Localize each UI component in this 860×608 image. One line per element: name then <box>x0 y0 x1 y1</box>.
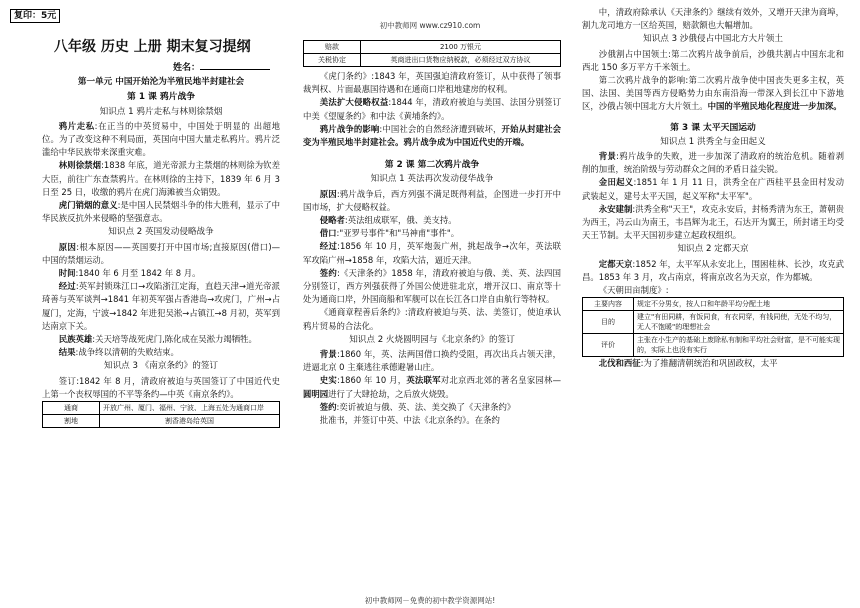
knowledge-point-heading: 知识点 2 火烧圆明园与《北京条约》的签订 <box>349 334 515 345</box>
term: 原因 <box>58 241 77 252</box>
table-row <box>43 402 280 415</box>
paragraph <box>303 267 561 307</box>
knowledge-point-heading: 知识点 3 沙俄侵占中国北方大片领土 <box>643 34 783 45</box>
text: :中国社会的自然经济遭到破坏， <box>379 123 502 134</box>
treaty-table <box>42 401 280 428</box>
text: :1856 年 10 月，英军炮轰广州，挑起战争→次年，英法联军攻陷广州→1858 年，攻陷大沽，逼近天津。 <box>303 241 562 265</box>
table-cell: 规定不分男女，按人口和年龄平均分配土地 <box>634 298 844 311</box>
paragraph <box>303 227 561 240</box>
paragraph <box>303 214 561 227</box>
term: 开始从封建社会变为半殖民地半封建社会。鸦片战争成为中国近代史的开端。 <box>303 123 562 148</box>
paragraph <box>303 123 561 149</box>
name-label: 姓名： <box>172 63 200 73</box>
text: :是中国人民禁烟斗争的伟大胜利，显示了中华民族反抗外来侵略的坚强意志。 <box>42 200 280 224</box>
land-system-table <box>582 297 844 357</box>
text: :根本原因——英国要打开中国市场;直接原因(借口)—中国的禁烟运动。 <box>42 241 281 265</box>
term: 中国的半殖民地化程度进一步加深。 <box>707 101 842 112</box>
knowledge-point-heading: 知识点 3 《南京条约》的签订 <box>103 361 219 372</box>
text: :"亚罗号事件"和"马神甫"事件"。 <box>336 228 460 239</box>
term: 签约 <box>319 401 337 412</box>
column-1 <box>42 36 280 428</box>
lesson-1-heading: 第 1 课 鸦片战争 <box>126 92 196 103</box>
column-2 <box>303 40 561 427</box>
text: :在正当的中英贸易中，中国处于明显的 出超地位。为了改变这种不利局面，英国向中国大量走私鸦片。鸦片泛滥给中华民族带来深重灾难。 <box>42 120 281 158</box>
term: 经过 <box>319 241 338 252</box>
term: 美法扩大侵略权益 <box>319 97 389 108</box>
table-row <box>304 54 561 67</box>
table-cell: 2100 万银元 <box>361 41 561 54</box>
table-cell: 赔款 <box>304 41 361 54</box>
knowledge-point-heading: 知识点 1 英法再次发动侵华战争 <box>370 174 494 185</box>
page-title: 八年级 历史 上册 期末复习提纲 <box>54 39 251 55</box>
term: 经过 <box>58 281 76 292</box>
text: :鸦片战争的失败，进一步加深了清政府的统治危机。随着剥削的加重，统治阶级与劳动群众之间的矛盾日益尖锐。 <box>582 151 844 175</box>
paragraph <box>42 120 280 160</box>
term: 永安建制 <box>598 203 633 214</box>
text: :战争终以清朝的失败结束。 <box>75 347 179 358</box>
term: 定都天京 <box>598 258 633 269</box>
paragraph <box>42 159 280 199</box>
table-cell: 目的 <box>583 311 634 334</box>
paragraph: 批准书，并签订中英、中法《北京条约》。在条约 <box>319 415 500 426</box>
paragraph: 签订:1842 年 8 月，清政府被迫与英国签订了中国近代史上第一个丧权辱国的不平等条约—中英《南京条约》。 <box>42 375 280 399</box>
table-cell: 评价 <box>583 334 634 357</box>
paragraph: 《通商章程善后条约》:清政府被迫与英、法、美签订，使迫承认鸦片贸易的合法化。 <box>303 307 561 331</box>
term: 鸦片走私 <box>58 120 95 131</box>
paragraph <box>42 280 280 333</box>
paragraph <box>42 267 280 280</box>
paragraph <box>303 401 561 414</box>
term: 林则徐禁烟 <box>58 160 102 171</box>
table-row <box>583 311 844 334</box>
table-cell: 主张在小生产的基础上废除私有制和平均社会财富，是不可能实现的，实际上也没有实行 <box>634 334 844 357</box>
text: :1852 年，太平军从永安北上，围困桂林、长沙，攻克武昌。1853 年 3 月，攻占南京，将南京改名为天京，作为都城。 <box>582 258 845 282</box>
table-cell: 英商进出口货物应纳税款，必须经过双方协议 <box>361 54 561 67</box>
text: 对北京西北郊的著名皇家园林— <box>440 375 562 386</box>
term: 鸦片战争的影响 <box>319 123 380 134</box>
text: :英军封锁珠江口→攻陷浙江定海，直趋天津→道光帝派琦善与英军谈判→1841 年初英军强占香港岛→攻虎门，广州→占厦门，定海，宁波→1842 年进犯吴淞→占镇江→8 月初，英军到达南京下关。 <box>42 281 281 331</box>
term: 侵略者 <box>319 215 345 226</box>
site-header: 初中教师网 www.cz910.com <box>379 21 481 30</box>
name-underline <box>200 69 270 70</box>
paragraph <box>582 150 844 176</box>
table-cell: 关税协定 <box>304 54 361 67</box>
paragraph <box>582 74 844 114</box>
table-cell: 主要内容 <box>583 298 634 311</box>
table-row <box>583 334 844 357</box>
paragraph <box>42 346 280 359</box>
unit-heading: 第一单元 中国开始沦为半殖民地半封建社会 <box>77 77 245 88</box>
knowledge-point-heading: 知识点 2 英国发动侵略战争 <box>108 227 214 238</box>
table-row <box>304 41 561 54</box>
knowledge-point-heading: 知识点 2 定都天京 <box>677 244 749 255</box>
text: :1844 年，清政府被迫与美国、法国分别签订中美《望厦条约》和中法《黄埔条约》。 <box>303 97 561 121</box>
table-row <box>583 298 844 311</box>
term: 北伐和西征 <box>598 358 641 369</box>
term: 圆明园 <box>303 388 329 399</box>
term: 民族英雄 <box>58 334 93 345</box>
text: :关天培等战死虎门,陈化成在吴淞力竭牺牲。 <box>92 334 257 345</box>
term: 英法联军 <box>406 375 441 386</box>
paragraph <box>582 203 844 243</box>
treaty-table-continued <box>303 40 561 67</box>
text: :鸦片战争后，西方列强不满足既得利益，企图进一步打开中国市场，扩大侵略权益。 <box>303 188 561 212</box>
paragraph <box>42 333 280 346</box>
text: :1860 年，英、法两国借口换约受阻，再次出兵占领天津，进逼北京 0 主棄逃往承德避暑山庄。 <box>303 349 562 373</box>
text: :洪秀全称"天王"，攻克永安后，封杨秀清为东王，萧朝贵为西王，冯云山为南王，韦昌辉为北王，石达开为翼王，所封诸王均受天王节制。太平天国初步建立起政权组织。 <box>582 203 845 241</box>
term: 金田起义 <box>598 177 634 188</box>
site-footer: 初中教师网－免费的初中教学资源网站! <box>364 596 496 605</box>
paragraph: 中，清政府除承认《天津条约》继续有效外，又增开天津为商埠，割九龙司地方一区给英国，赔款额也大幅增加。 <box>582 7 844 31</box>
term: 签约 <box>319 267 337 278</box>
term: 背景 <box>319 349 337 360</box>
paragraph <box>303 374 561 400</box>
table-cell: 建立"有田同耕，有饭同食，有衣同穿，有钱同使，无处不均匀，无人不饱暖"的理想社会 <box>634 311 844 334</box>
price-badge: 复印：5元 <box>10 9 60 23</box>
text: :奕䜣被迫与俄、英、法、美交换了《天津条约》 <box>336 401 516 412</box>
knowledge-point-heading: 知识点 1 鸦片走私与林则徐禁烟 <box>99 106 223 117</box>
text: :1860 年 10 月， <box>337 375 407 386</box>
paragraph <box>582 258 844 284</box>
term: 原因 <box>319 188 337 199</box>
text: :1838 年底，道光帝派力主禁烟的林则徐为钦差大臣，前往广东查禁鸦片。在林则徐的主持下，1839 年 6 月 3 日至 25 日，收缴的鸦片在虎门海滩被当众销毁。 <box>42 160 281 197</box>
text: 第二次鸦片战争的影响:第二次鸦片战争使中国丧失更多主权，英国、法国、美国等西方侵略势力由东南沿海一带深入到长江中下游地区，沙俄占领中国北方大片领土。 <box>582 75 844 112</box>
lesson-2-heading: 第 2 课 第二次鸦片战争 <box>384 160 480 171</box>
paragraph <box>303 96 561 122</box>
paragraph <box>303 188 561 214</box>
term: 史实 <box>319 375 338 386</box>
table-row <box>43 415 280 428</box>
paragraph <box>303 348 561 374</box>
term: 背景 <box>598 151 617 162</box>
term: 借口 <box>319 228 337 239</box>
paragraph: 《虎门条约》:1843 年，英国强迫清政府签订，从中获得了领事裁判权、片面最惠国待遇和在通商口岸租地建房的权利。 <box>303 71 561 95</box>
paragraph <box>303 240 561 266</box>
name-field <box>42 62 270 75</box>
paragraph <box>582 357 844 370</box>
paragraph <box>42 241 280 267</box>
lesson-3-heading: 第 3 课 太平天国运动 <box>670 122 756 133</box>
table-cell: 割香港岛给英国 <box>100 415 280 428</box>
text: :1851 年 1 月 11 日，洪秀全在广西桂平县金田村发动武装起义，建号太平天国，起义军称"太平军"。 <box>582 177 844 201</box>
text: :英法组成联军，俄、美支持。 <box>344 215 457 226</box>
table-cell: 通商 <box>43 402 100 415</box>
term: 虎门销烟的意义 <box>58 200 118 211</box>
term: 时间 <box>58 268 76 279</box>
paragraph <box>582 176 844 202</box>
paragraph <box>42 199 280 225</box>
term: 结果 <box>58 347 76 358</box>
table-cell: 开放广州、厦门、福州、宁波、上海五处为通商口岸 <box>100 402 280 415</box>
text: :为了推翻清朝统治和巩固政权，太平 <box>640 358 778 369</box>
text: :1840 年 6 月至 1842 年 8 月。 <box>75 268 201 279</box>
paragraph: 沙俄割占中国领土:第二次鸦片战争前后，沙俄共割占中国东北和西北 150 多万平方千米领土。 <box>582 48 844 72</box>
paragraph: 《天朝田亩制度》: <box>598 285 669 296</box>
column-3 <box>582 6 844 370</box>
text: :《天津条约》1858 年，清政府被迫与俄、美、英、法四国分别签订，西方列强获得了外国公使进驻北京，增开汉口、南京等十处为通商口岸，外国商船和军舰可以在长江各口岸自由航行等特权。 <box>303 267 562 305</box>
table-cell: 割地 <box>43 415 100 428</box>
text: 进行了大肆抢劫，之后放火烧毁。 <box>328 388 454 399</box>
knowledge-point-heading: 知识点 1 洪秀全与金田起义 <box>660 136 766 147</box>
